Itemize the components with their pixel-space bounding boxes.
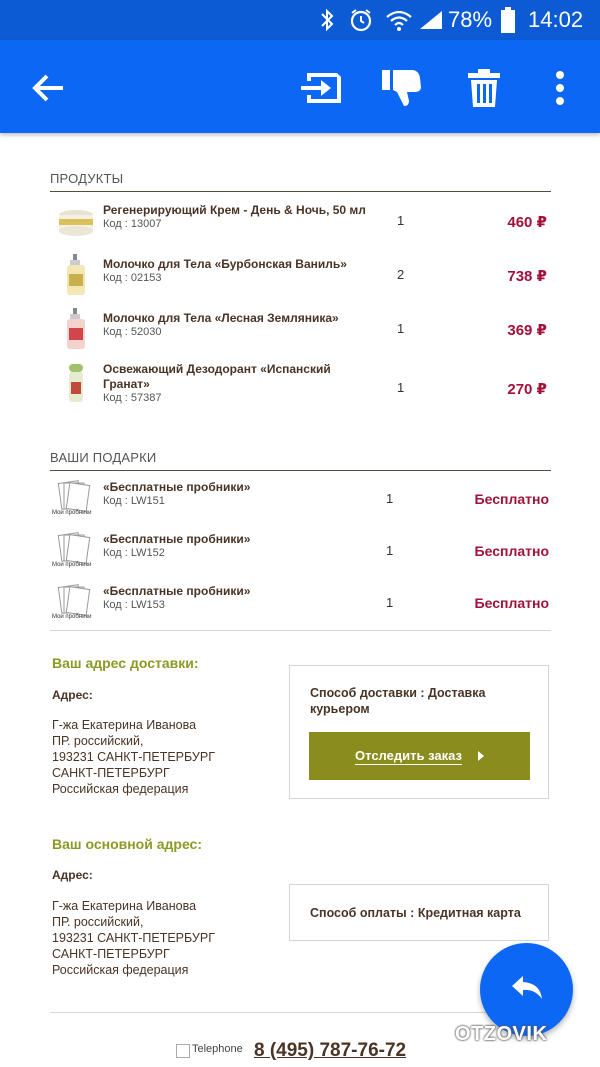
product-code: Код : 52030 [103, 326, 162, 338]
samples-caption: Мои пробники [52, 614, 92, 620]
gifts-title: ВАШИ ПОДАРКИ [50, 450, 157, 465]
gift-qty: 1 [386, 595, 394, 610]
delivery-method-box [289, 665, 549, 799]
gift-price: Бесплатно [474, 491, 549, 507]
product-qty: 1 [397, 380, 405, 395]
address-line: 193231 САНКТ-ПЕТЕРБУРГ [52, 750, 215, 764]
address-line: САНКТ-ПЕТЕРБУРГ [52, 947, 170, 961]
deodorant-bottle-icon [54, 362, 98, 406]
caret-right-icon [478, 749, 484, 764]
product-row[interactable] [50, 257, 551, 297]
delivery-address-heading: Ваш адрес доставки: [52, 655, 199, 671]
move-to-icon[interactable] [297, 64, 345, 112]
address-line: Российская федерация [52, 963, 189, 977]
product-code: Код : 13007 [103, 218, 162, 230]
back-arrow-icon[interactable] [24, 64, 72, 112]
gift-row[interactable] [50, 584, 551, 624]
product-qty: 1 [397, 321, 405, 336]
gift-code: Код : LW151 [103, 495, 165, 507]
product-price: 738 ₽ [507, 268, 547, 285]
track-order-button[interactable] [309, 732, 530, 780]
samples-icon [52, 584, 96, 624]
thumbs-down-icon[interactable] [377, 64, 425, 112]
samples-icon [52, 480, 96, 520]
samples-icon [52, 532, 96, 572]
wifi-icon [385, 7, 413, 38]
lotion-bottle-icon [54, 307, 98, 351]
address-line: 193231 САНКТ-ПЕТЕРБУРГ [52, 931, 215, 945]
footer-divider [50, 1012, 551, 1013]
product-qty: 2 [397, 267, 405, 282]
address-line: ПР. российский, [52, 734, 144, 748]
gifts-bottom-divider [50, 630, 551, 631]
product-row[interactable] [50, 362, 551, 406]
alarm-icon [348, 7, 374, 38]
product-price: 369 ₽ [507, 322, 547, 339]
battery-icon [500, 6, 516, 39]
gift-name: «Бесплатные пробники» [103, 532, 251, 546]
gifts-divider [50, 470, 551, 471]
trash-icon[interactable] [460, 64, 508, 112]
telephone-checkbox[interactable] [176, 1044, 190, 1058]
delivery-address-label: Адрес: [52, 688, 93, 702]
product-name: Освежающий Дезодорант «Испанский Гранат» [103, 362, 331, 391]
gift-price: Бесплатно [474, 543, 549, 559]
phone-link[interactable]: 8 (495) 787-76-72 [254, 1040, 407, 1061]
address-line: САНКТ-ПЕТЕРБУРГ [52, 766, 170, 780]
telephone-label: Telephone [192, 1043, 243, 1055]
gift-qty: 1 [386, 491, 394, 506]
samples-caption: Мои пробники [52, 510, 92, 516]
product-qty: 1 [397, 213, 405, 228]
product-row[interactable] [50, 311, 551, 351]
reply-icon [511, 974, 543, 1005]
product-code: Код : 02153 [103, 272, 162, 284]
samples-caption: Мои пробники [52, 562, 92, 568]
lotion-bottle-icon [54, 253, 98, 297]
delivery-address-lines [52, 717, 215, 797]
app-bar [0, 40, 600, 133]
more-vert-icon[interactable] [536, 64, 584, 112]
cream-jar-icon [54, 201, 98, 245]
main-address-heading: Ваш основной адрес: [52, 836, 203, 852]
product-row[interactable] [50, 203, 551, 243]
product-name: Молочко для Тела «Бурбонская Ваниль» [103, 257, 347, 271]
products-title: ПРОДУКТЫ [50, 171, 124, 186]
track-order-label: Отследить заказ [355, 747, 462, 763]
address-line: ПР. российский, [52, 915, 144, 929]
gift-code: Код : LW152 [103, 547, 165, 559]
gift-code: Код : LW153 [103, 599, 165, 611]
clock: 14:02 [528, 7, 584, 32]
products-divider [50, 191, 551, 192]
signal-icon [418, 9, 444, 36]
address-line: Г-жа Екатерина Иванова [52, 899, 197, 913]
gift-row[interactable] [50, 480, 551, 520]
status-bar [0, 0, 600, 40]
gift-name: «Бесплатные пробники» [103, 584, 251, 598]
main-address-label: Адрес: [52, 868, 93, 882]
main-address-lines [52, 898, 215, 978]
gift-price: Бесплатно [474, 595, 549, 611]
battery-percent: 78% [448, 7, 493, 32]
product-price: 460 ₽ [507, 214, 547, 231]
gift-name: «Бесплатные пробники» [103, 480, 251, 494]
payment-method-text: Способ оплаты : Кредитная карта [310, 906, 521, 920]
bluetooth-icon [318, 8, 338, 37]
product-code: Код : 57387 [103, 392, 162, 404]
payment-method-box [289, 884, 549, 941]
watermark-logo: OTZOVIK [455, 1023, 548, 1045]
product-name: Регенерирующий Крем - День & Ночь, 50 мл [103, 203, 366, 217]
product-price: 270 ₽ [507, 381, 547, 398]
gift-qty: 1 [386, 543, 394, 558]
address-line: Г-жа Екатерина Иванова [52, 718, 197, 732]
gift-row[interactable] [50, 532, 551, 572]
delivery-method-text: Способ доставки : Доставка курьером [310, 686, 486, 716]
address-line: Российская федерация [52, 782, 189, 796]
product-name: Молочко для Тела «Лесная Земляника» [103, 311, 339, 325]
